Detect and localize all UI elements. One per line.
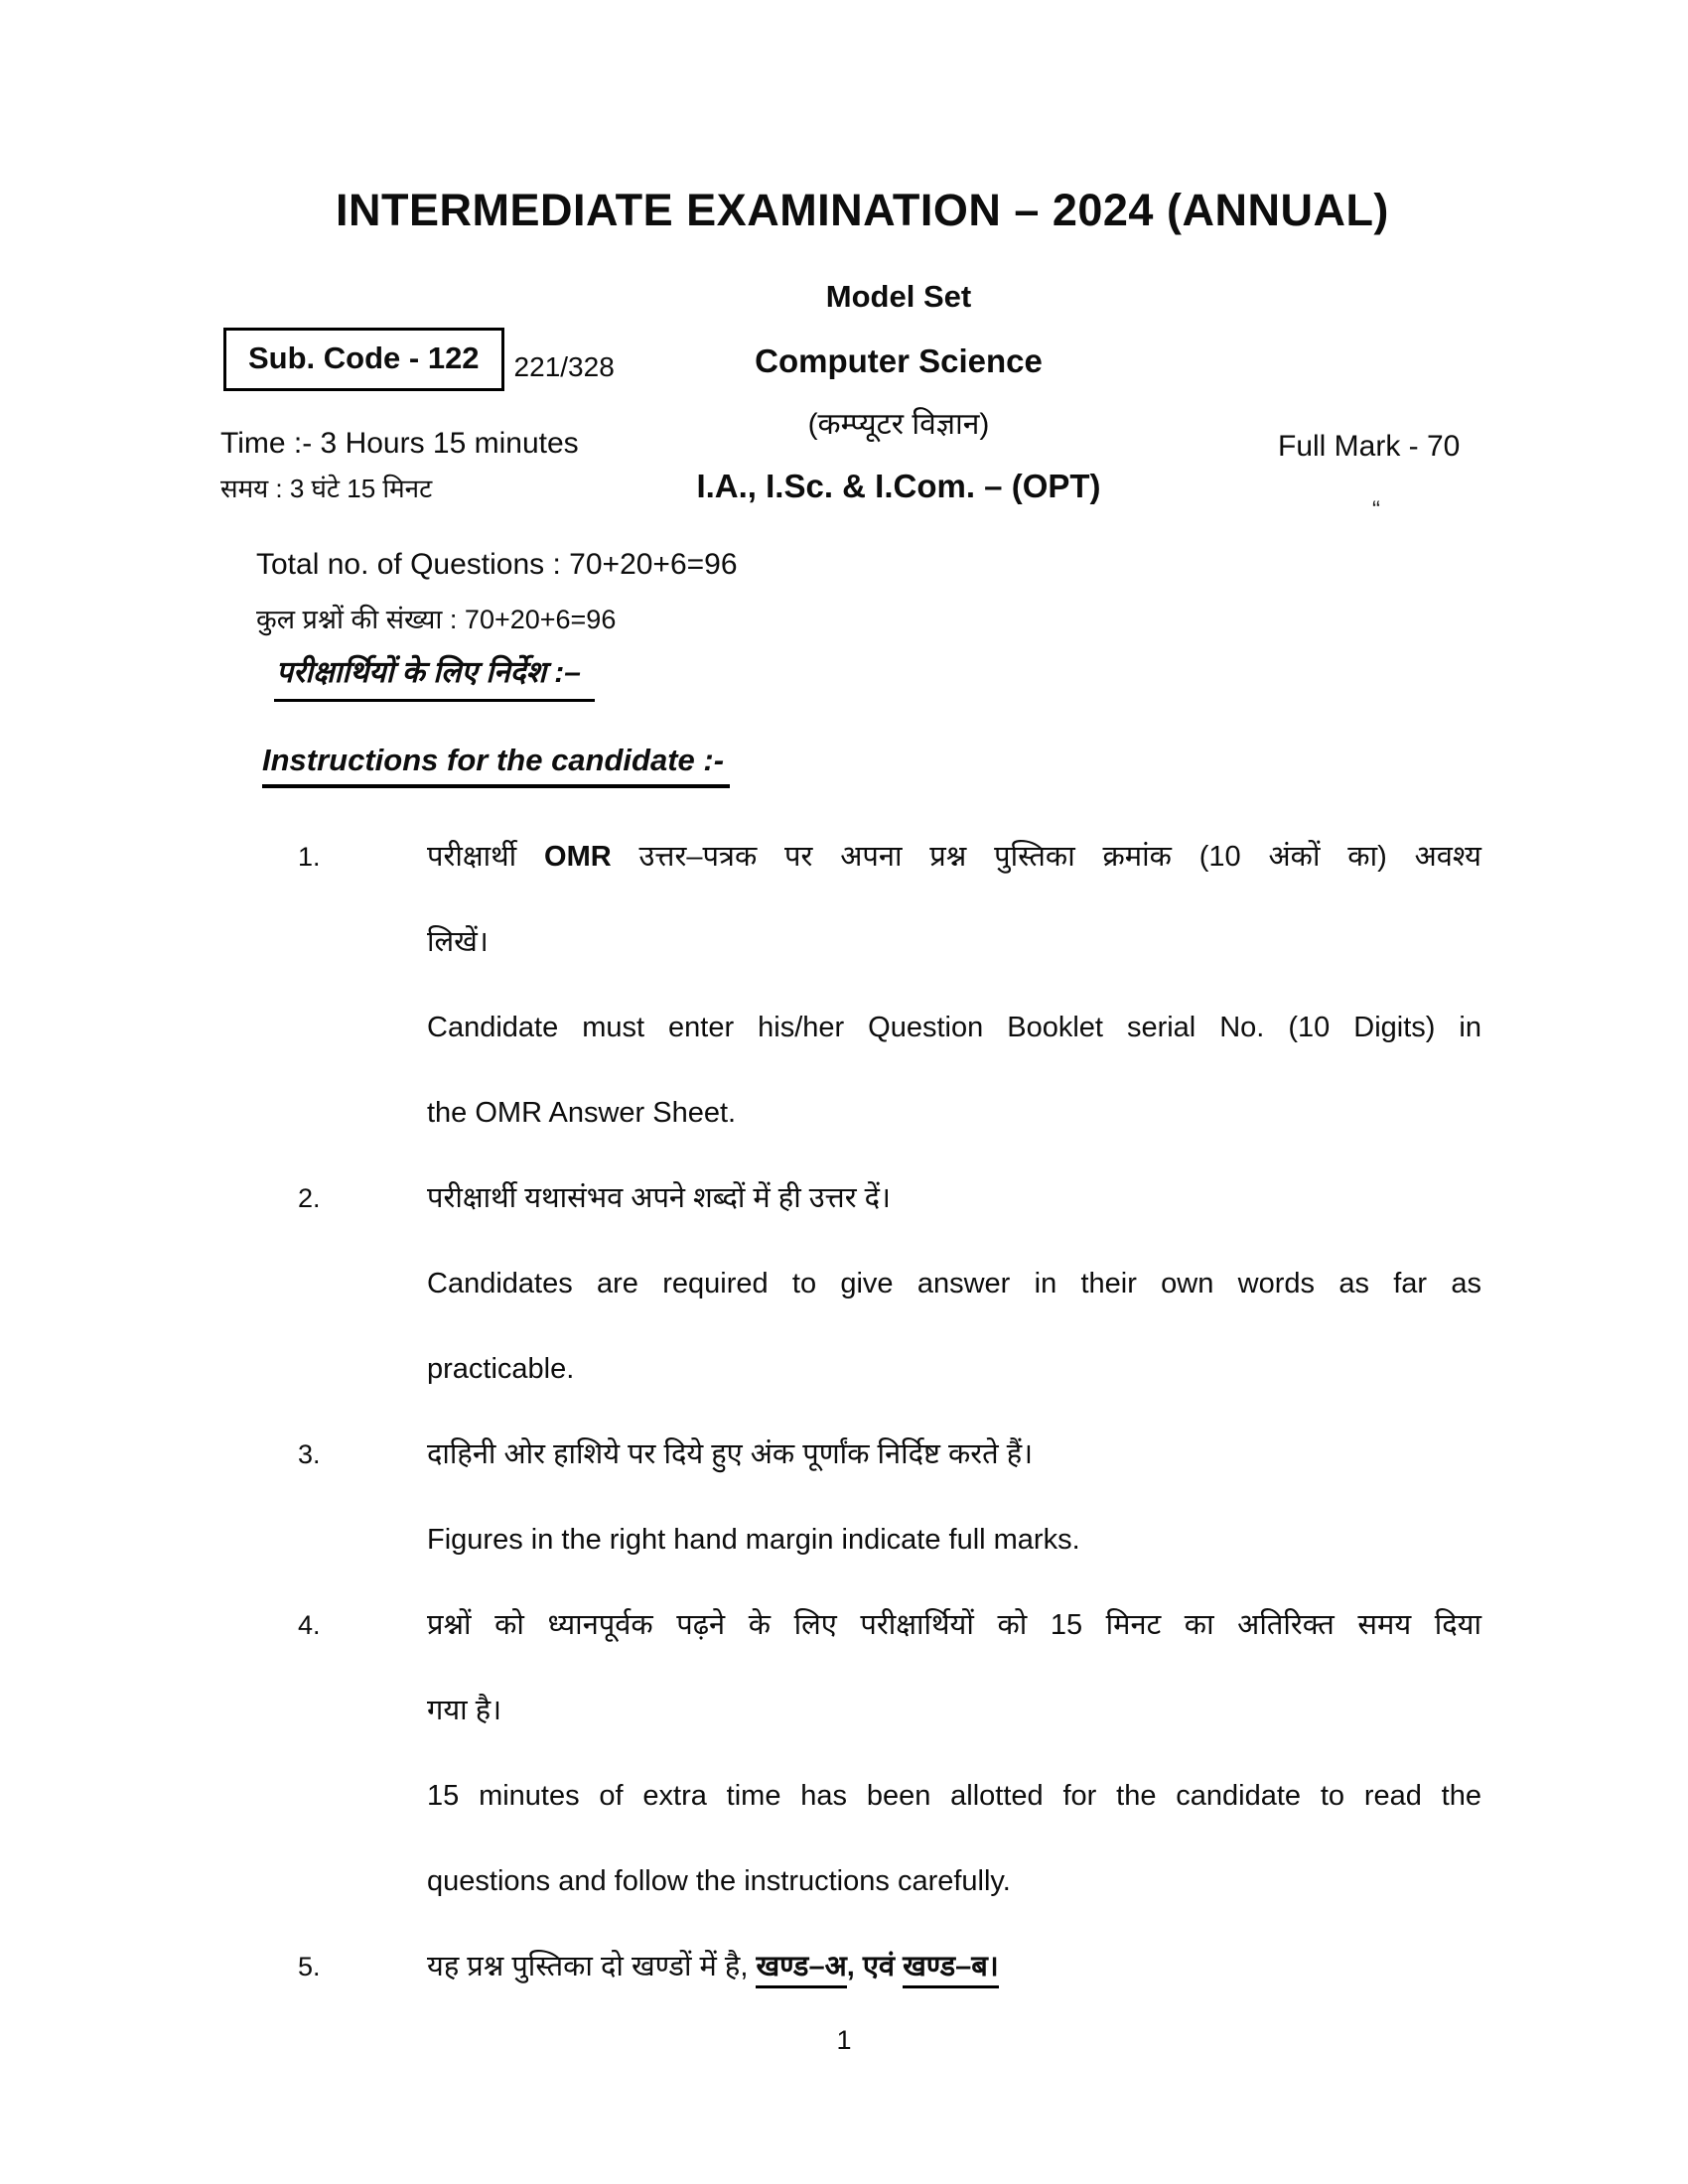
instruction-text-segment: उत्तर–पत्रक पर अपना प्रश्न पुस्तिका क्रमांक (10 अंकों का) अवश्य	[611, 841, 1481, 873]
instruction-line	[427, 924, 1481, 1010]
instruction-number: 2.	[298, 1183, 321, 1213]
instruction-text-segment: प्रश्नों को ध्यानपूर्वक पढ़ने के लिए परीक्षार्थियों को 15 मिनट का अतिरिक्त समय दिया	[427, 1609, 1481, 1641]
instructions-heading-english: Instructions for the candidate :-	[262, 743, 730, 788]
page-title: INTERMEDIATE EXAMINATION – 2024 (ANNUAL)	[336, 185, 1389, 235]
instruction-text-segment: खण्ड–ब।	[903, 1951, 999, 1988]
instruction-number: 1.	[298, 842, 321, 872]
instruction-text-segment: the OMR Answer Sheet.	[427, 1097, 737, 1129]
instructions-list	[298, 839, 1481, 2034]
instruction-text-segment: दाहिनी ओर हाशिये पर दिये हुए अंक पूर्णांक निर्दिष्ट करते हैं।	[427, 1438, 1034, 1470]
instruction-item	[298, 1180, 1481, 1436]
sub-code-box	[223, 328, 504, 391]
instruction-line	[427, 1778, 1481, 1863]
instruction-text-segment: खण्ड–अ	[756, 1951, 846, 1988]
instruction-line	[427, 1436, 1481, 1522]
time-allowed-hindi: समय : 3 घंटे 15 मिनट	[220, 474, 433, 503]
instruction-text-segment: परीक्षार्थी	[427, 841, 545, 873]
instruction-item	[298, 839, 1481, 1180]
instruction-text-segment: Figures in the right hand margin indicate full marks.	[427, 1524, 1080, 1556]
total-questions-hindi: कुल प्रश्नों की संख्या : 70+20+6=96	[256, 605, 617, 634]
instruction-number: 3.	[298, 1439, 321, 1469]
instruction-item	[298, 1436, 1481, 1607]
subject-title: Computer Science	[755, 342, 1043, 379]
instruction-text-segment: परीक्षार्थी यथासंभव अपने शब्दों में ही उत्तर दें।	[427, 1182, 892, 1214]
instruction-text-segment: practicable.	[427, 1353, 575, 1385]
model-set-label: Model Set	[825, 279, 972, 314]
sub-code-label: Sub. Code - 122	[248, 341, 480, 375]
instruction-line	[427, 1949, 1481, 2034]
instruction-line	[427, 1863, 1481, 1949]
subject-title-hindi: (कम्प्यूटर विज्ञान)	[807, 408, 990, 441]
instruction-line	[427, 1180, 1481, 1266]
instruction-text-segment: questions and follow the instructions carefully.	[427, 1865, 1011, 1897]
instruction-text-segment: OMR	[544, 841, 612, 873]
instruction-line	[427, 1693, 1481, 1778]
instructions-heading-hindi: परीक्षार्थियों के लिए निर्देश :–	[274, 650, 595, 702]
instruction-line	[427, 839, 1481, 924]
instruction-item	[298, 1607, 1481, 1949]
instruction-line	[427, 1351, 1481, 1436]
instruction-text-segment: Candidates are required to give answer in their own words as far as	[427, 1268, 1481, 1299]
stray-print-mark: “	[1372, 496, 1380, 523]
full-mark-label: Full Mark - 70	[1278, 430, 1461, 463]
time-allowed-english: Time :- 3 Hours 15 minutes	[220, 427, 579, 460]
sub-code-row	[223, 328, 615, 391]
instruction-text-segment: Candidate must enter his/her Question Booklet serial No. (10 Digits) in	[427, 1012, 1481, 1043]
code-suffix: 221/328	[513, 351, 615, 382]
instruction-line	[427, 1095, 1481, 1180]
stream-line: I.A., I.Sc. & I.Com. – (OPT)	[696, 468, 1101, 504]
instruction-number: 5.	[298, 1952, 321, 1981]
instruction-text-segment: 15 minutes of extra time has been allotted for the candidate to read the	[427, 1780, 1481, 1812]
instruction-line	[427, 1607, 1481, 1693]
total-questions-english: Total no. of Questions : 70+20+6=96	[256, 548, 738, 581]
instruction-text-segment: , एवं	[846, 1951, 904, 1982]
instruction-line	[427, 1522, 1481, 1607]
instruction-item	[298, 1949, 1481, 2034]
instruction-line	[427, 1010, 1481, 1095]
instruction-text-segment: यह प्रश्न पुस्तिका दो खण्डों में है,	[427, 1951, 757, 1982]
instruction-number: 4.	[298, 1610, 321, 1640]
instruction-text-segment: लिखें।	[427, 926, 489, 958]
instruction-text-segment: गया है।	[427, 1695, 502, 1726]
instruction-line	[427, 1266, 1481, 1351]
page-number: 1	[836, 2025, 852, 2055]
